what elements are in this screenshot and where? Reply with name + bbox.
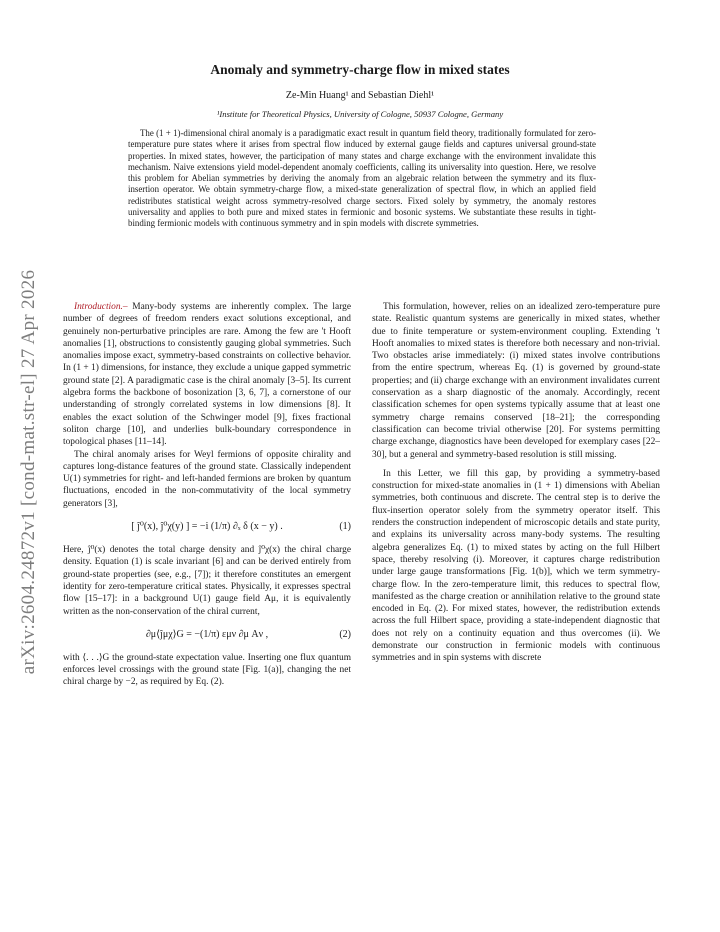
paper-affiliation: ¹Institute for Theoretical Physics, University of Cologne, 50937 Cologne, Germany [216, 109, 504, 119]
equation-2 [63, 626, 351, 644]
arxiv-sidebar-stamp [14, 212, 44, 732]
left-column [63, 301, 351, 689]
paper-authors: Ze-Min Huang¹ and Sebastian Diehl¹ [285, 90, 435, 101]
intro-paragraph [63, 301, 351, 449]
letter-summary-paragraph: In this Letter, we fill this gap, by providing a symmetry-based construction for mixed-state anomalies in (1 + 1) dimensions with Abelian symmetries, both continuous and discrete. The central step is to derive the flux-insertion operator solely from the symmetry operator itself. This renders the construction independent of microscopic details and state purity, and explains its universality across many-body systems. The resulting algebra generalizes Eq. (1) to mixed states by acting on the full Hilbert space, thereby resolving (i). Moreover, it captures charge redistribution under large gauge transformations [Fig. 1(b)], which we term symmetry-charge flow. In the zero-temperature limit, this reduces to spectral flow, manifested as the charge creation or annihilation relative to the ground state encoded in Eq. (2). For mixed states, however, the redistribution extends across the full Hilbert space, providing a state-independent diagnostic that does not rely on a continuity equation and thus overcomes (ii). We demonstrate our construction in fermionic models with continuous symmetries and in spin systems with discrete [372, 468, 660, 664]
equation-2-body: ∂μ⟨ĵμχ⟩G = −(1/π) εμν ∂μ Aν , [145, 628, 269, 640]
paper-title: Anomaly and symmetry-charge flow in mixed states [210, 62, 510, 77]
right-column [372, 301, 660, 665]
equation-1-discussion: Here, ĵ⁰(x) denotes the total charge density and ĵ⁰χ(x) the chiral charge density. Equation (1) is scale invariant [6] and can be derived entirely from ground-state properties (see, e.g., [7]); it therefore constitutes an emergent identity for zero-temperature critical states. Physically, it expresses spectral flow [15–17]: in a background U(1) gauge field Aμ, it is equivalently written as the non-conservation of the chiral current, [63, 545, 351, 617]
equation-1 [63, 518, 351, 536]
equation-1-number: (1) [339, 521, 351, 533]
equation-2-number: (2) [339, 628, 351, 640]
mixed-state-paragraph: This formulation, however, relies on an idealized zero-temperature pure state. Realistic quantum systems are generically in mixed states, whether due to finite temperature or system-environment coupling. Extending 't Hooft anomalies to mixed states is therefore both necessary and non-trivial. Two obstacles arise immediately: (i) mixed states involve contributions from the entire spectrum, whereas Eq. (1) is governed by ground-state properties; and (ii) charge exchange with an environment invalidates current conservation as a sharp diagnostic of the anomaly. Accordingly, recent classification schemes for open systems typically assume that at least one symmetry charge remains conserved [18–21]; the corresponding classification can become trivial otherwise [20]. For systems permitting charge exchange, diagnostics have been developed for exemplary cases [22–30], but a general and symmetry-based resolution is still missing. [372, 302, 660, 460]
chiral-anomaly-paragraph: The chiral anomaly arises for Weyl fermions of opposite chirality and captures long-distance features of the ground state. Classically independent U(1) symmetries for right- and left-handed fermions are broken by quantum fluctuations, encoded in the non-commutativity of the local symmetry generators [3], [63, 449, 351, 509]
section-label-introduction: Introduction.– [74, 302, 128, 312]
equation-1-body: [ ĵ⁰(x), ĵ⁰χ(y) ] = −i (1/π) ∂ₓ δ (x − y) . [131, 521, 283, 533]
intro-text: Many-body systems are inherently complex. The large number of degrees of freedom renders exact solutions exceptional, and genuinely non-perturbative principles are rare. Among the few are 't Hooft anomalies [1], obstructions to consistently gauging global symmetries. Such anomalies impose exact, symmetry-based constraints on collective behavior. In (1 + 1) dimensions, for instance, they exclude a unique gapped symmetric ground state [2]. A paradigmatic case is the chiral anomaly [3–5]. Its current algebra forms the backbone of bosonization [3, 6, 7], a cornerstone of our understanding of strongly correlated systems in low dimensions [8]. It enables the exact solution of the Schwinger model [9], fixes fractional soliton charge [10], and underlies bulk-boundary correspondence in topological phases [11–14]. [63, 302, 351, 448]
arxiv-id: arXiv:2604.24872v1 [cond-mat.str-el] 27 Apr 2026 [18, 269, 39, 675]
equation-2-discussion: with ⟨. . .⟩G the ground-state expectation value. Inserting one flux quantum enforces level crossings with the ground state [Fig. 1(a)], changing the net chiral charge by −2, as required by Eq. (2). [63, 652, 351, 688]
abstract: The (1 + 1)-dimensional chiral anomaly is a paradigmatic exact result in quantum field theory, traditionally formulated for zero-temperature pure states where it arises from spectral flow induced by external gauge fields and captures universal ground-state properties. In mixed states, however, the participation of many states and charge exchange with the environment invalidate this mechanism. Naive extensions yield model-dependent anomaly coefficients, calling its universality into question. Here, we resolve this problem for Abelian symmetries by deriving the anomaly from an algebraic relation between the symmetry and its flux-insertion operator. We obtain symmetry-charge flow, a mixed-state generalization of spectral flow, in which an applied field redistributes statistical weight across symmetry-resolved charge sectors. Fixed solely by symmetry, the anomaly restores universality and applies to both pure and mixed states in fermionic and bosonic systems. We substantiate these results in tight-binding fermionic models with continuous symmetry and in spin models with discrete symmetries. [128, 128, 596, 228]
